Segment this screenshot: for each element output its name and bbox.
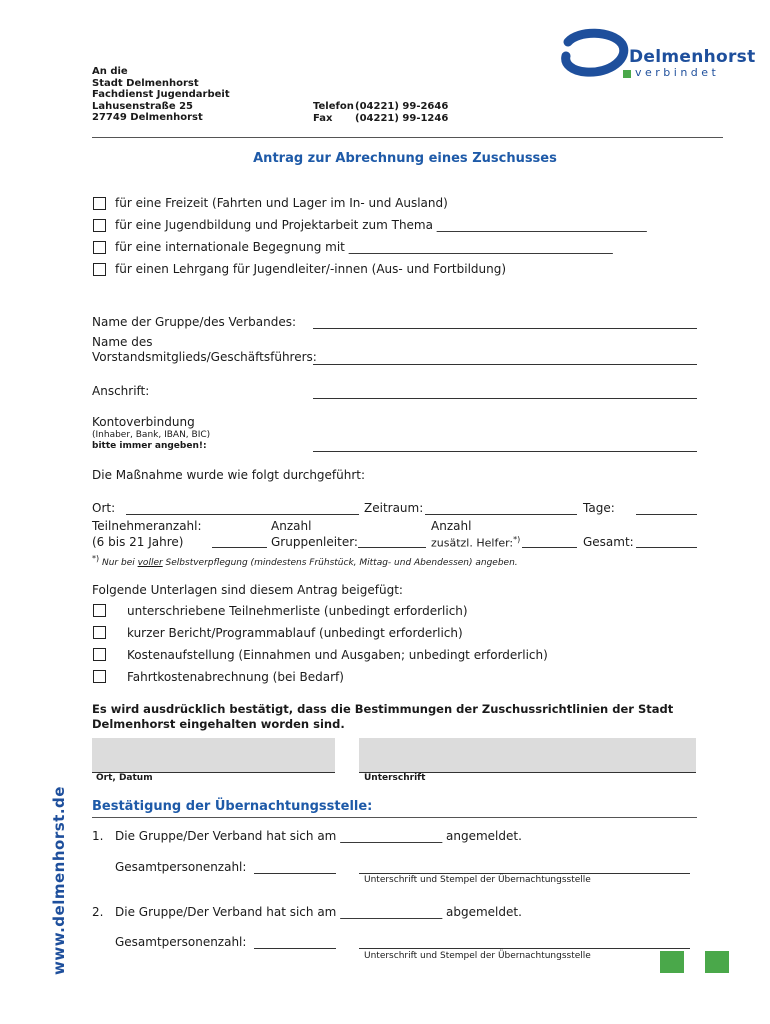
board-member-label-2: Vorstandsmitglieds/Geschäftsführers:: [92, 350, 317, 364]
participants-label-1: Teilnehmeranzahl:: [92, 519, 202, 533]
signature-label: Unterschrift: [364, 773, 426, 783]
logo-square-icon: [623, 70, 631, 78]
address-line: Stadt Delmenhorst: [92, 77, 199, 89]
green-square-icon: [705, 951, 729, 973]
signature-input[interactable]: [359, 738, 696, 772]
attachment-item: Fahrtkostenabrechnung (bei Bedarf): [127, 670, 344, 684]
leaders-label: Gruppenleiter:: [271, 535, 358, 549]
stamp-line-2[interactable]: [359, 948, 690, 949]
bank-hint: (Inhaber, Bank, IBAN, BIC): [92, 430, 211, 440]
logo-name: Delmenhorst: [629, 47, 756, 67]
helpers-count-label: Anzahl: [431, 519, 472, 533]
footnote-mark: *): [513, 535, 521, 544]
board-member-label-1: Name des: [92, 335, 153, 349]
group-name-label: Name der Gruppe/des Verbandes:: [92, 315, 296, 329]
item-number: 2.: [92, 905, 104, 919]
purpose-international: für eine internationale Begegnung mit ____________________________________________: [115, 240, 613, 254]
stamp-label: Unterschrift und Stempel der Übernachtungsstelle: [364, 875, 591, 885]
item-number: 1.: [92, 829, 104, 843]
place-field[interactable]: [126, 514, 359, 515]
place-date-label: Ort, Datum: [96, 773, 153, 783]
footnote: [92, 554, 518, 568]
item-text: Die Gruppe/Der Verband hat sich am: [115, 905, 341, 919]
footnote-mark: *): [92, 554, 100, 563]
logo-tagline: v e r b i n d e t: [635, 66, 716, 79]
checkbox-course[interactable]: [93, 263, 106, 276]
item-text: angemeldet.: [442, 829, 522, 843]
recipient-address: [92, 66, 230, 124]
leaders-count-label: Anzahl: [271, 519, 312, 533]
confirmation-line: Es wird ausdrücklich bestätigt, dass die Bestimmungen der Zuschussrichtlinien der Stadt: [92, 702, 674, 716]
place-label: Ort:: [92, 501, 116, 515]
attachment-item: kurzer Bericht/Programmablauf (unbedingt erforderlich): [127, 626, 463, 640]
total-persons-field-1[interactable]: [254, 873, 336, 874]
attachments-intro: Folgende Unterlagen sind diesem Antrag beigefügt:: [92, 583, 403, 597]
item-text: Die Gruppe/Der Verband hat sich am: [115, 829, 341, 843]
attachment-item: Kostenaufstellung (Einnahmen und Ausgaben; unbedingt erforderlich): [127, 648, 548, 662]
phone-number: (04221) 99-2646: [355, 101, 449, 112]
logo-swirl-icon: [560, 28, 630, 80]
page-title: Antrag zur Abrechnung eines Zuschusses: [253, 151, 557, 166]
contact-block: [313, 101, 448, 124]
days-label: Tage:: [583, 501, 615, 515]
item-text: abgemeldet.: [442, 905, 522, 919]
overnight-item-deregistered: [92, 905, 522, 919]
stamp-line-1[interactable]: [359, 873, 690, 874]
purpose-leisure: für eine Freizeit (Fahrten und Lager im In- und Ausland): [115, 196, 448, 210]
stamp-label: Unterschrift und Stempel der Übernachtungsstelle: [364, 951, 591, 961]
footnote-text: Selbstverpflegung (mindestens Frühstück, Mittag- und Abendessen) angeben.: [162, 558, 518, 568]
leaders-field[interactable]: [358, 547, 426, 548]
phone-label: Telefon: [313, 101, 354, 112]
total-persons-label: Gesamtpersonenzahl:: [115, 860, 247, 874]
total-label: Gesamt:: [583, 535, 634, 549]
address-line: Fachdienst Jugendarbeit: [92, 89, 230, 100]
checkbox-education[interactable]: [93, 219, 106, 232]
participants-field[interactable]: [212, 547, 267, 548]
checkbox-travel-costs[interactable]: [93, 670, 106, 683]
helpers-label-text: zusätzl. Helfer:: [431, 536, 514, 550]
period-label: Zeitraum:: [364, 501, 424, 515]
green-square-icon: [660, 951, 684, 973]
bank-required-note: bitte immer angeben!:: [92, 441, 207, 451]
deregistered-date-field[interactable]: _________________: [340, 905, 443, 919]
helpers-label: [431, 535, 520, 550]
purpose-education: für eine Jugendbildung und Projektarbeit zum Thema ___________________________________: [115, 218, 647, 232]
address-line: An die: [92, 66, 128, 77]
address-line: Lahusenstraße 25: [92, 100, 193, 112]
checkbox-cost-statement[interactable]: [93, 648, 106, 661]
measure-intro: Die Maßnahme wurde wie folgt durchgeführt:: [92, 468, 366, 482]
overnight-heading: Bestätigung der Übernachtungsstelle:: [92, 799, 373, 814]
checkbox-report[interactable]: [93, 626, 106, 639]
confirmation-statement: [92, 702, 673, 732]
group-name-field[interactable]: [313, 328, 697, 329]
helpers-field[interactable]: [522, 547, 577, 548]
address-label: Anschrift:: [92, 384, 150, 398]
total-persons-label: Gesamtpersonenzahl:: [115, 935, 247, 949]
bank-label: Kontoverbindung: [92, 415, 195, 429]
fax-label: Fax: [313, 112, 333, 124]
fax-number: (04221) 99-1246: [355, 112, 449, 124]
purpose-course: für einen Lehrgang für Jugendleiter/-innen (Aus- und Fortbildung): [115, 262, 507, 276]
address-line: 27749 Delmenhorst: [92, 112, 203, 123]
period-field[interactable]: [425, 514, 577, 515]
address-field[interactable]: [313, 398, 697, 399]
place-date-input[interactable]: [92, 738, 335, 772]
overnight-item-registered: [92, 829, 522, 843]
checkbox-leisure[interactable]: [93, 197, 106, 210]
total-field[interactable]: [636, 547, 697, 548]
total-persons-field-2[interactable]: [254, 948, 336, 949]
header-divider: [92, 137, 723, 138]
footnote-emphasis: voller: [137, 558, 163, 568]
participants-label-2: (6 bis 21 Jahre): [92, 535, 184, 549]
checkbox-international[interactable]: [93, 241, 106, 254]
overnight-divider: [92, 817, 697, 818]
attachment-item: unterschriebene Teilnehmerliste (unbedingt erforderlich): [127, 604, 468, 618]
bank-field[interactable]: [313, 451, 697, 452]
side-url: www.delmenhorst.de: [50, 786, 68, 975]
footnote-prefix: Nur bei: [102, 558, 138, 568]
checkbox-participant-list[interactable]: [93, 604, 106, 617]
confirmation-line: Delmenhorst eingehalten worden sind.: [92, 717, 345, 731]
days-field[interactable]: [636, 514, 697, 515]
board-member-field[interactable]: [313, 364, 697, 365]
registered-date-field[interactable]: _________________: [340, 829, 443, 843]
